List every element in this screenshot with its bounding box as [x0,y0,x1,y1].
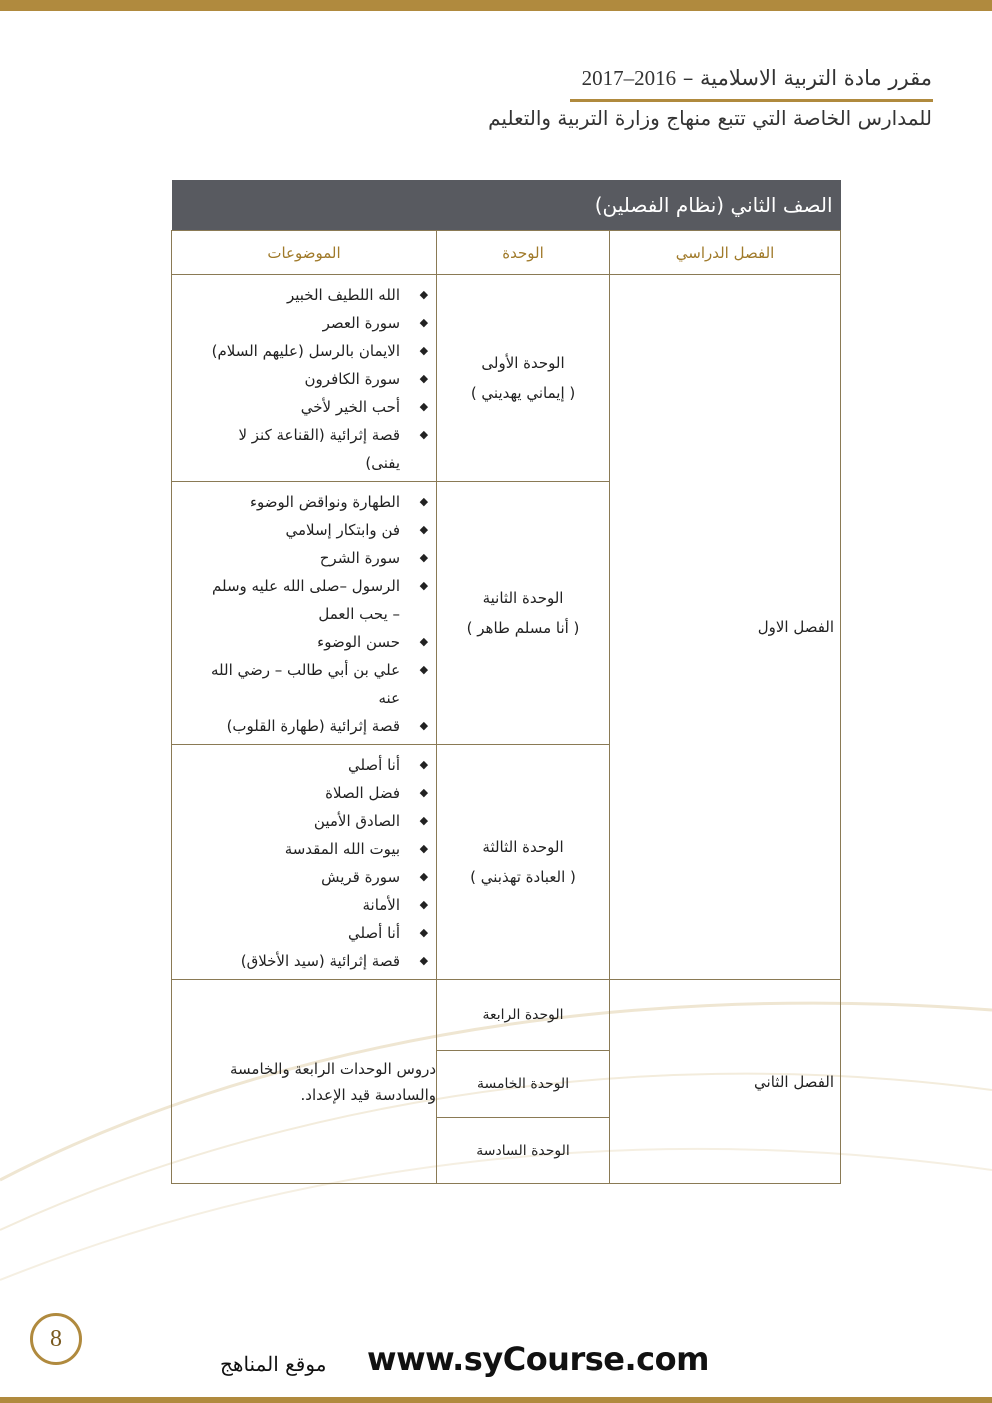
unit-2-topic-list [172,482,436,744]
unit-3-topic-list [172,745,436,979]
list-item [202,544,430,572]
diamond-bullet-icon: ◆ [419,870,429,883]
bottom-accent-bar [0,1397,992,1403]
curriculum-table [171,180,841,1184]
topic-text: علي بن أبي طالب – رضي الله عنه [211,661,401,707]
table-row [172,275,841,482]
column-header-semester: الفصل الدراسي [610,231,841,275]
list-item [202,516,430,544]
topic-text: الله اللطيف الخبير [286,286,401,304]
list-item [202,947,430,975]
header-divider [570,99,933,102]
table-title-row [172,180,841,231]
list-item [202,751,430,779]
diamond-bullet-icon: ◆ [419,842,429,855]
site-name: موقع المناهج [220,1352,327,1376]
list-item [202,488,430,516]
diamond-bullet-icon: ◆ [419,719,429,732]
semester-2-cell: الفصل الثاني [610,980,841,1184]
course-title-text: مقرر مادة التربية الاسلامية – [682,66,932,90]
unit-5-cell: الوحدة الخامسة [437,1051,610,1118]
topic-text: أحب الخير لأخي [300,398,401,416]
topic-text: قصة إثرائية (سيد الأخلاق) [240,952,401,970]
topic-text: فضل الصلاة [325,784,401,802]
academic-years: 2016–2017 [581,66,677,90]
page-number: 8 [30,1313,82,1365]
header-subtitle: للمدارس الخاصة التي تتبع منهاج وزارة التربية والتعليم [488,106,932,130]
diamond-bullet-icon: ◆ [419,428,429,441]
diamond-bullet-icon: ◆ [419,926,429,939]
diamond-bullet-icon: ◆ [419,579,429,592]
unit-3-topics-cell [172,745,437,980]
unit-3-name: الوحدة الثالثة [482,838,564,856]
diamond-bullet-icon: ◆ [419,663,429,676]
topic-text: قصة إثرائية (طهارة القلوب) [226,717,401,735]
unit-1-subtitle: ( إيماني يهديني ) [470,384,576,402]
unit-3-subtitle: ( العبادة تهذبني ) [470,868,576,886]
topic-text: فن وابتكار إسلامي [285,521,401,539]
diamond-bullet-icon: ◆ [419,898,429,911]
top-accent-bar [0,0,992,11]
list-item [202,779,430,807]
diamond-bullet-icon: ◆ [419,372,429,385]
unit-1-topics-cell [172,275,437,482]
topic-text: الأمانة [362,896,401,914]
topic-text: الايمان بالرسل (عليهم السلام) [211,342,401,360]
unit-1-cell [437,275,610,482]
topic-text: سورة الشرح [319,549,401,567]
diamond-bullet-icon: ◆ [419,786,429,799]
column-header-unit: الوحدة [437,231,610,275]
diamond-bullet-icon: ◆ [419,814,429,827]
topic-text: قصة إثرائية (القناعة كنز لا يفنى) [238,426,401,472]
list-item [202,628,430,656]
list-item [202,337,430,365]
list-item [202,835,430,863]
topic-text: الرسول –صلى الله عليه وسلم – يحب العمل [212,577,401,623]
footer-site [220,1340,765,1390]
unit-2-topics-cell [172,482,437,745]
diamond-bullet-icon: ◆ [419,954,429,967]
list-item [202,807,430,835]
diamond-bullet-icon: ◆ [419,758,429,771]
unit-6-cell: الوحدة السادسة [437,1118,610,1184]
diamond-bullet-icon: ◆ [419,288,429,301]
list-item [202,421,430,477]
list-item [202,572,430,628]
topic-text: سورة العصر [322,314,401,332]
list-item [202,393,430,421]
topic-text: أنا أصلي [347,756,401,774]
list-item [202,919,430,947]
column-header-topics: الموضوعات [172,231,437,275]
topic-text: أنا أصلي [347,924,401,942]
topic-text: الطهارة ونواقض الوضوء [249,493,401,511]
diamond-bullet-icon: ◆ [419,551,429,564]
unit-2-subtitle: ( أنا مسلم طاهر ) [466,619,580,637]
unit-2-cell [437,482,610,745]
list-item [202,891,430,919]
unit-2-name: الوحدة الثانية [482,589,564,607]
topic-text: الصادق الأمين [313,812,401,830]
semester-1-cell: الفصل الاول [610,275,841,980]
diamond-bullet-icon: ◆ [419,495,429,508]
table-row [172,980,841,1051]
list-item [202,656,430,712]
diamond-bullet-icon: ◆ [419,344,429,357]
list-item [202,281,430,309]
diamond-bullet-icon: ◆ [419,523,429,536]
diamond-bullet-icon: ◆ [419,316,429,329]
diamond-bullet-icon: ◆ [419,400,429,413]
topic-text: سورة قريش [321,868,401,886]
topic-text: حسن الوضوء [317,633,401,651]
list-item [202,712,430,740]
topic-text: بيوت الله المقدسة [284,840,401,858]
unit-3-cell [437,745,610,980]
unit-4-cell: الوحدة الرابعة [437,980,610,1051]
table-header-row [172,231,841,275]
list-item [202,863,430,891]
site-url[interactable]: www.syCourse.com [367,1340,709,1378]
diamond-bullet-icon: ◆ [419,635,429,648]
semester-2-note: دروس الوحدات الرابعة والخامسة والسادسة قيد الإعداد. [172,980,437,1184]
list-item [202,309,430,337]
unit-1-topic-list [172,275,436,481]
course-title [582,66,932,91]
topic-text: سورة الكافرون [304,370,401,388]
list-item [202,365,430,393]
unit-1-name: الوحدة الأولى [481,354,565,372]
table-title: الصف الثاني (نظام الفصلين) [172,180,841,231]
